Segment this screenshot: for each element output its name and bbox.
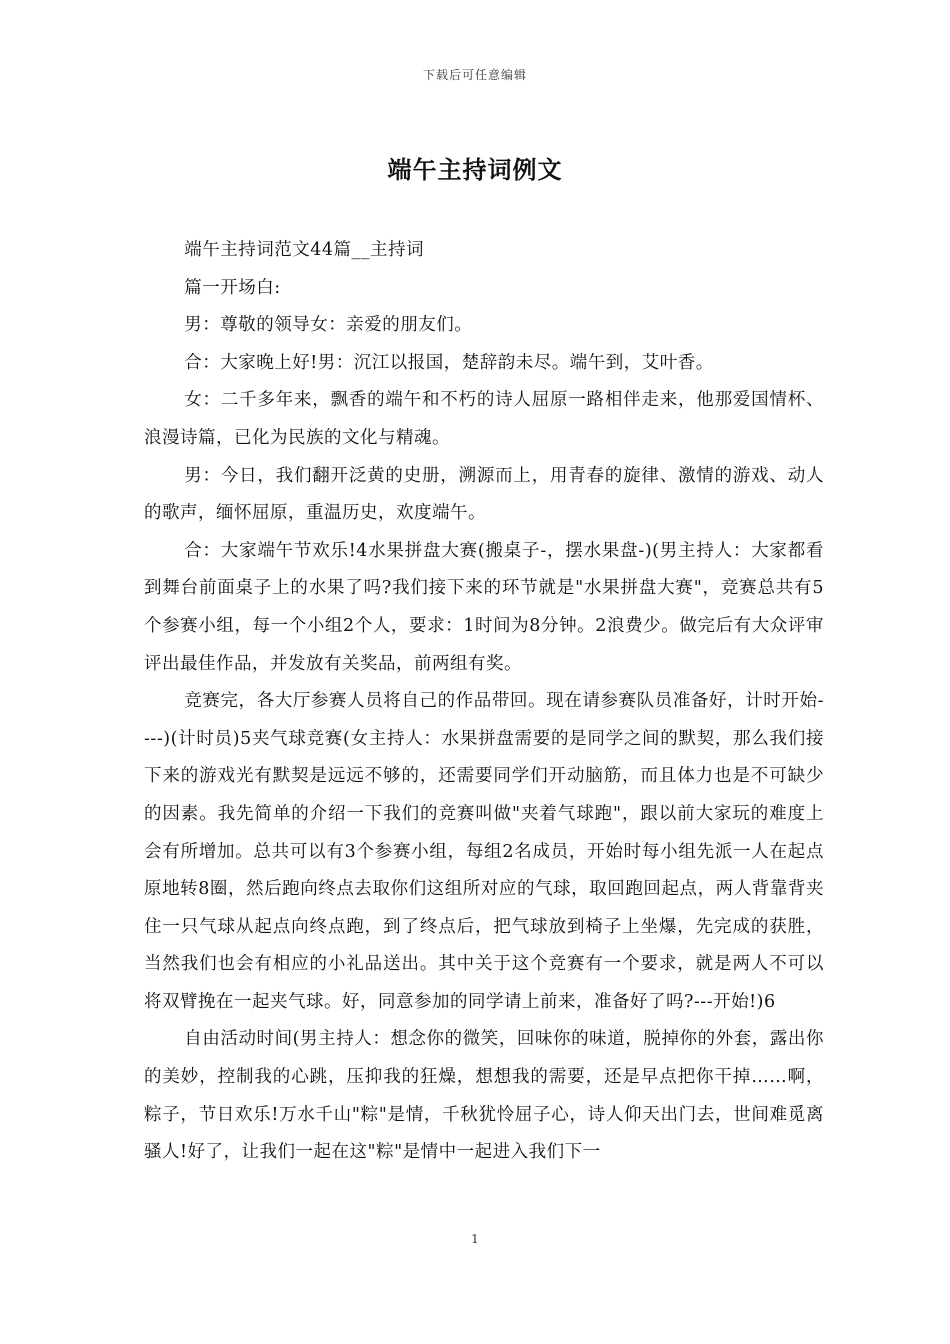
document-title: 端午主持词例文 xyxy=(387,155,563,184)
paragraph: 合：大家晚上好!男：沉江以报国，楚辞韵未尽。端午到，艾叶香。 xyxy=(184,352,714,373)
paragraph: 竞赛完，各大厅参赛人员将自己的作品带回。现在请参赛队员准备好，计时开始----)(计时员)5夹气球竞赛(女主持人：水果拼盘需要的是同学之间的默契，那么我们接下来的游戏光有默契是远远不够的，还需要同学们开动脑筋，而且体力也是不可缺少的因素。我先简单的介绍一下我们的竞赛叫做"夹着气球跑"，跟以前大家玩的难度上会有所增加。总共可以有3个参赛小组，每组2名成员，开始时每小组先派一人在起点原地转8圈，然后跑向终点去取你们这组所对应的气球，取回跑回起点，两人背靠背夹住一只气球从起点向终点跑，到了终点后，把气球放到椅子上坐爆，先完成的获胜，当然我们也会有相应的小礼品送出。其中关于这个竞赛有一个要求，就是两人不可以将双臂挽在一起夹气球。好，同意参加的同学请上前来，准备好了吗?---开始!)6 xyxy=(144,691,824,1012)
page-number: 1 xyxy=(471,1232,479,1246)
paragraph: 男：尊敬的领导女：亲爱的朋友们。 xyxy=(184,315,473,336)
paragraph: 自由活动时间(男主持人：想念你的微笑，回味你的味道，脱掉你的外套，露出你的美妙，控制我的心跳，压抑我的狂燥，想想我的需要，还是早点把你干掉……啊，粽子，节日欢乐!万水千山"粽"是情，千秋犹怜屈子心，诗人仰天出门去，世间难觅离骚人!好了，让我们一起在这"粽"是情中一起进入我们下一 xyxy=(144,1029,824,1163)
paragraph: 端午主持词范文44篇__主持词 xyxy=(184,240,425,260)
paragraph: 合：大家端午节欢乐!4水果拼盘大赛(搬桌子-，摆水果盘-)(男主持人：大家都看到舞台前面桌子上的水果了吗?我们接下来的环节就是"水果拼盘大赛"，竞赛总共有5个参赛小组，每一个小组2个人，要求：1时间为8分钟。2浪费少。做完后有大众评审评出最佳作品，并发放有关奖品，前两组有奖。 xyxy=(144,540,824,674)
paragraph: 女：二千多年来，飘香的端午和不朽的诗人屈原一路相伴走来，他那爱国情杯、浪漫诗篇，已化为民族的文化与精魂。 xyxy=(144,390,824,448)
paragraph: 篇一开场白: xyxy=(184,277,281,298)
header-note: 下载后可任意编辑 xyxy=(422,68,527,82)
paragraph: 男：今日，我们翻开泛黄的史册，溯源而上，用青春的旋律、激情的游戏、动人的歌声，缅怀屈原，重温历史，欢度端午。 xyxy=(144,465,824,524)
document-body xyxy=(144,232,824,1172)
